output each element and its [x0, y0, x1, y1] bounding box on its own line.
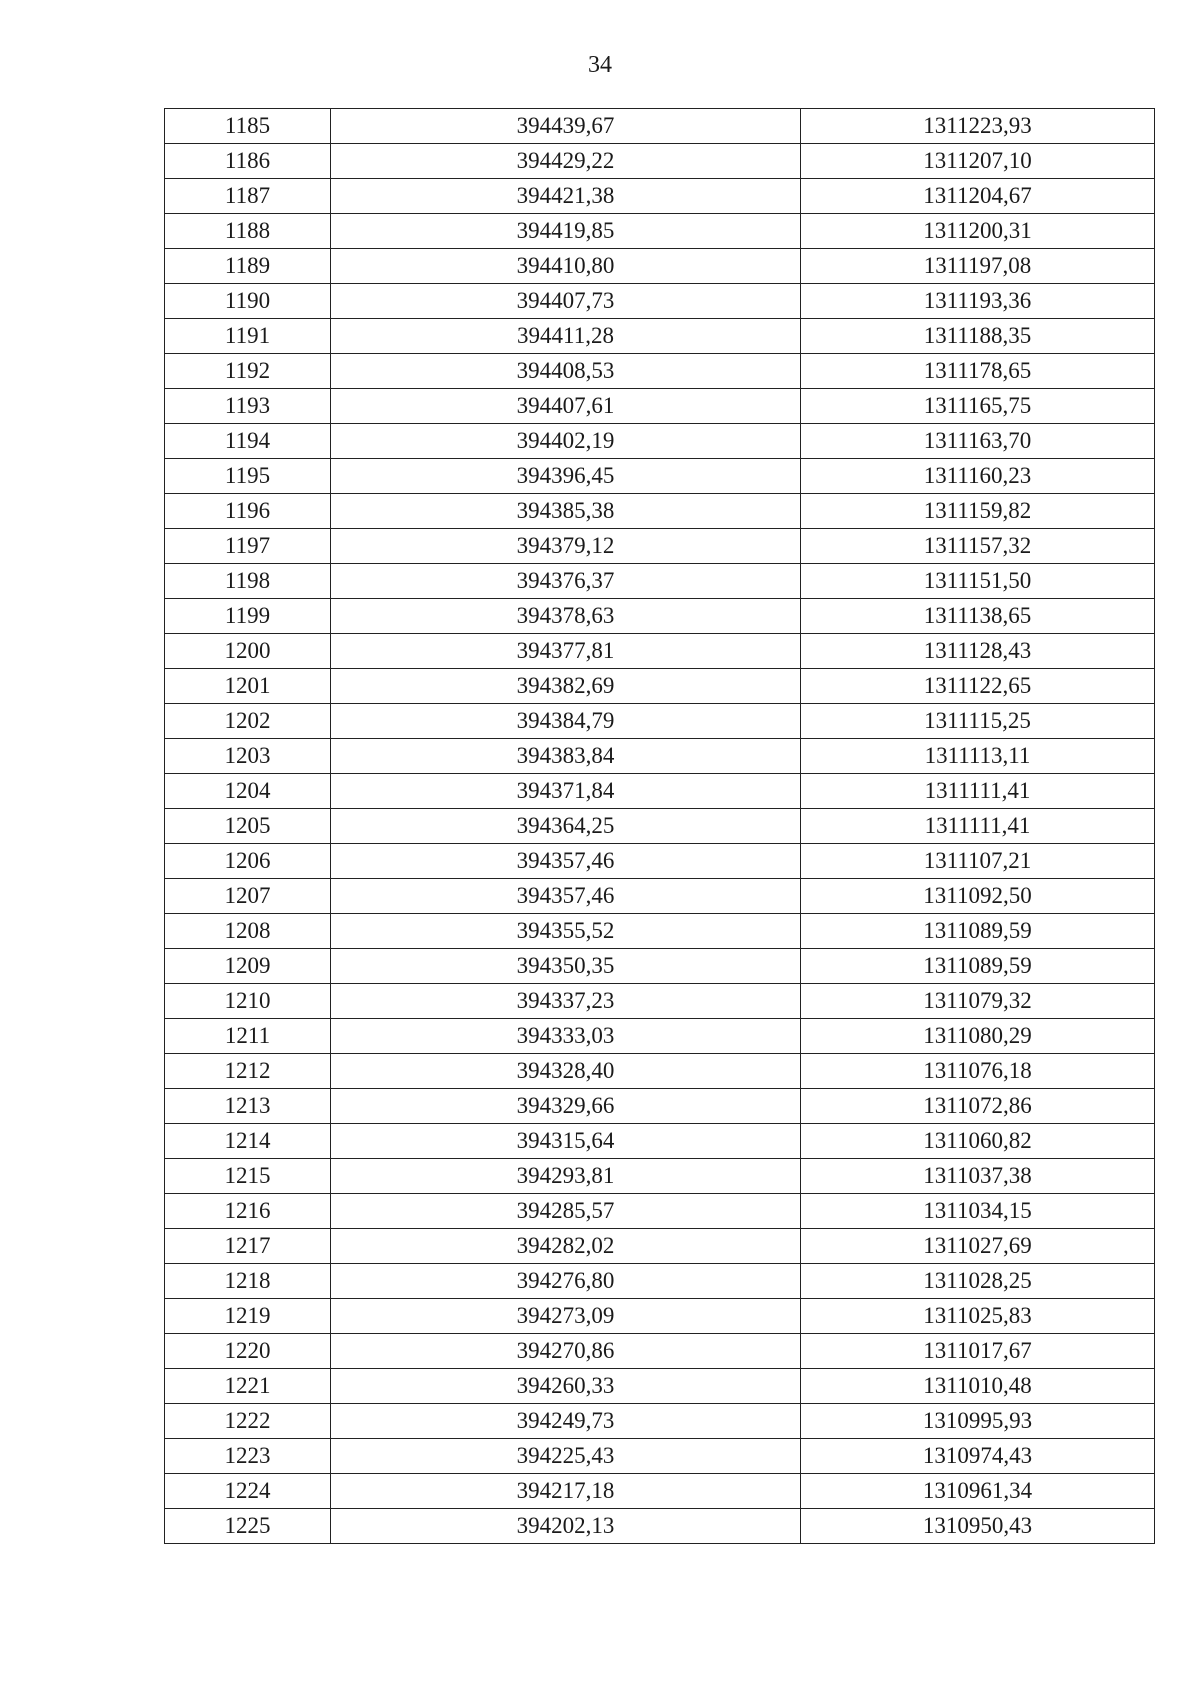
- table-row: [165, 179, 1155, 214]
- point-number-cell: 1222: [165, 1404, 331, 1439]
- point-number-cell: 1201: [165, 669, 331, 704]
- x-coordinate-cell: 394337,23: [331, 984, 801, 1019]
- table-row: [165, 1229, 1155, 1264]
- x-coordinate-cell: 394402,19: [331, 424, 801, 459]
- point-number-cell: 1194: [165, 424, 331, 459]
- y-coordinate-cell: 1311034,15: [801, 1194, 1155, 1229]
- point-number-cell: 1223: [165, 1439, 331, 1474]
- y-coordinate-cell: 1311159,82: [801, 494, 1155, 529]
- table-row: [165, 984, 1155, 1019]
- page-number: 34: [588, 52, 612, 78]
- table-row: [165, 424, 1155, 459]
- x-coordinate-cell: 394282,02: [331, 1229, 801, 1264]
- table-row: [165, 284, 1155, 319]
- table-row: [165, 1159, 1155, 1194]
- x-coordinate-cell: 394357,46: [331, 844, 801, 879]
- point-number-cell: 1207: [165, 879, 331, 914]
- x-coordinate-cell: 394202,13: [331, 1509, 801, 1544]
- point-number-cell: 1202: [165, 704, 331, 739]
- x-coordinate-cell: 394407,73: [331, 284, 801, 319]
- y-coordinate-cell: 1311188,35: [801, 319, 1155, 354]
- table-row: [165, 1334, 1155, 1369]
- y-coordinate-cell: 1310995,93: [801, 1404, 1155, 1439]
- table-row: [165, 144, 1155, 179]
- y-coordinate-cell: 1311138,65: [801, 599, 1155, 634]
- y-coordinate-cell: 1311107,21: [801, 844, 1155, 879]
- table-row: [165, 1264, 1155, 1299]
- point-number-cell: 1190: [165, 284, 331, 319]
- x-coordinate-cell: 394371,84: [331, 774, 801, 809]
- table-row: [165, 669, 1155, 704]
- y-coordinate-cell: 1311079,32: [801, 984, 1155, 1019]
- y-coordinate-cell: 1310974,43: [801, 1439, 1155, 1474]
- y-coordinate-cell: 1311028,25: [801, 1264, 1155, 1299]
- x-coordinate-cell: 394377,81: [331, 634, 801, 669]
- table-row: [165, 634, 1155, 669]
- x-coordinate-cell: 394396,45: [331, 459, 801, 494]
- x-coordinate-cell: 394410,80: [331, 249, 801, 284]
- table-row: [165, 1509, 1155, 1544]
- point-number-cell: 1210: [165, 984, 331, 1019]
- table-row: [165, 564, 1155, 599]
- x-coordinate-cell: 394421,38: [331, 179, 801, 214]
- point-number-cell: 1189: [165, 249, 331, 284]
- x-coordinate-cell: 394411,28: [331, 319, 801, 354]
- table-row: [165, 599, 1155, 634]
- table-row: [165, 914, 1155, 949]
- x-coordinate-cell: 394329,66: [331, 1089, 801, 1124]
- x-coordinate-cell: 394376,37: [331, 564, 801, 599]
- point-number-cell: 1211: [165, 1019, 331, 1054]
- coordinates-table-body: [165, 109, 1155, 1544]
- x-coordinate-cell: 394419,85: [331, 214, 801, 249]
- point-number-cell: 1217: [165, 1229, 331, 1264]
- y-coordinate-cell: 1311076,18: [801, 1054, 1155, 1089]
- x-coordinate-cell: 394357,46: [331, 879, 801, 914]
- table-row: [165, 1299, 1155, 1334]
- point-number-cell: 1215: [165, 1159, 331, 1194]
- x-coordinate-cell: 394355,52: [331, 914, 801, 949]
- y-coordinate-cell: 1311089,59: [801, 949, 1155, 984]
- x-coordinate-cell: 394328,40: [331, 1054, 801, 1089]
- x-coordinate-cell: 394285,57: [331, 1194, 801, 1229]
- table-row: [165, 1124, 1155, 1159]
- point-number-cell: 1213: [165, 1089, 331, 1124]
- y-coordinate-cell: 1311193,36: [801, 284, 1155, 319]
- y-coordinate-cell: 1311027,69: [801, 1229, 1155, 1264]
- x-coordinate-cell: 394408,53: [331, 354, 801, 389]
- table-row: [165, 319, 1155, 354]
- y-coordinate-cell: 1311080,29: [801, 1019, 1155, 1054]
- x-coordinate-cell: 394273,09: [331, 1299, 801, 1334]
- y-coordinate-cell: 1311223,93: [801, 109, 1155, 144]
- y-coordinate-cell: 1311204,67: [801, 179, 1155, 214]
- y-coordinate-cell: 1311115,25: [801, 704, 1155, 739]
- table-row: [165, 1089, 1155, 1124]
- x-coordinate-cell: 394315,64: [331, 1124, 801, 1159]
- y-coordinate-cell: 1311165,75: [801, 389, 1155, 424]
- table-row: [165, 879, 1155, 914]
- point-number-cell: 1218: [165, 1264, 331, 1299]
- point-number-cell: 1214: [165, 1124, 331, 1159]
- point-number-cell: 1199: [165, 599, 331, 634]
- point-number-cell: 1220: [165, 1334, 331, 1369]
- y-coordinate-cell: 1311207,10: [801, 144, 1155, 179]
- point-number-cell: 1221: [165, 1369, 331, 1404]
- y-coordinate-cell: 1311178,65: [801, 354, 1155, 389]
- y-coordinate-cell: 1311072,86: [801, 1089, 1155, 1124]
- point-number-cell: 1209: [165, 949, 331, 984]
- x-coordinate-cell: 394350,35: [331, 949, 801, 984]
- y-coordinate-cell: 1311017,67: [801, 1334, 1155, 1369]
- x-coordinate-cell: 394293,81: [331, 1159, 801, 1194]
- point-number-cell: 1185: [165, 109, 331, 144]
- point-number-cell: 1188: [165, 214, 331, 249]
- y-coordinate-cell: 1311163,70: [801, 424, 1155, 459]
- x-coordinate-cell: 394384,79: [331, 704, 801, 739]
- table-row: [165, 459, 1155, 494]
- table-row: [165, 389, 1155, 424]
- point-number-cell: 1192: [165, 354, 331, 389]
- table-row: [165, 1369, 1155, 1404]
- x-coordinate-cell: 394439,67: [331, 109, 801, 144]
- point-number-cell: 1225: [165, 1509, 331, 1544]
- y-coordinate-cell: 1311151,50: [801, 564, 1155, 599]
- y-coordinate-cell: 1311111,41: [801, 774, 1155, 809]
- table-row: [165, 1054, 1155, 1089]
- x-coordinate-cell: 394379,12: [331, 529, 801, 564]
- x-coordinate-cell: 394382,69: [331, 669, 801, 704]
- x-coordinate-cell: 394217,18: [331, 1474, 801, 1509]
- point-number-cell: 1195: [165, 459, 331, 494]
- table-row: [165, 949, 1155, 984]
- point-number-cell: 1206: [165, 844, 331, 879]
- y-coordinate-cell: 1311128,43: [801, 634, 1155, 669]
- table-row: [165, 1439, 1155, 1474]
- y-coordinate-cell: 1311197,08: [801, 249, 1155, 284]
- table-row: [165, 249, 1155, 284]
- point-number-cell: 1224: [165, 1474, 331, 1509]
- point-number-cell: 1193: [165, 389, 331, 424]
- point-number-cell: 1205: [165, 809, 331, 844]
- table-row: [165, 809, 1155, 844]
- point-number-cell: 1203: [165, 739, 331, 774]
- table-row: [165, 739, 1155, 774]
- y-coordinate-cell: 1310961,34: [801, 1474, 1155, 1509]
- table-row: [165, 1474, 1155, 1509]
- point-number-cell: 1197: [165, 529, 331, 564]
- y-coordinate-cell: 1311200,31: [801, 214, 1155, 249]
- point-number-cell: 1186: [165, 144, 331, 179]
- table-row: [165, 529, 1155, 564]
- table-row: [165, 109, 1155, 144]
- x-coordinate-cell: 394260,33: [331, 1369, 801, 1404]
- y-coordinate-cell: 1311122,65: [801, 669, 1155, 704]
- point-number-cell: 1208: [165, 914, 331, 949]
- y-coordinate-cell: 1311157,32: [801, 529, 1155, 564]
- point-number-cell: 1187: [165, 179, 331, 214]
- point-number-cell: 1216: [165, 1194, 331, 1229]
- y-coordinate-cell: 1311092,50: [801, 879, 1155, 914]
- coordinates-table: [164, 108, 1155, 1544]
- table-row: [165, 354, 1155, 389]
- y-coordinate-cell: 1311010,48: [801, 1369, 1155, 1404]
- y-coordinate-cell: 1311037,38: [801, 1159, 1155, 1194]
- y-coordinate-cell: 1311113,11: [801, 739, 1155, 774]
- y-coordinate-cell: 1311089,59: [801, 914, 1155, 949]
- x-coordinate-cell: 394249,73: [331, 1404, 801, 1439]
- point-number-cell: 1204: [165, 774, 331, 809]
- x-coordinate-cell: 394385,38: [331, 494, 801, 529]
- x-coordinate-cell: 394383,84: [331, 739, 801, 774]
- table-row: [165, 1194, 1155, 1229]
- table-row: [165, 214, 1155, 249]
- x-coordinate-cell: 394270,86: [331, 1334, 801, 1369]
- x-coordinate-cell: 394407,61: [331, 389, 801, 424]
- point-number-cell: 1200: [165, 634, 331, 669]
- point-number-cell: 1198: [165, 564, 331, 599]
- point-number-cell: 1219: [165, 1299, 331, 1334]
- table-row: [165, 844, 1155, 879]
- table-row: [165, 1019, 1155, 1054]
- x-coordinate-cell: 394276,80: [331, 1264, 801, 1299]
- point-number-cell: 1191: [165, 319, 331, 354]
- table-row: [165, 704, 1155, 739]
- x-coordinate-cell: 394225,43: [331, 1439, 801, 1474]
- table-row: [165, 494, 1155, 529]
- point-number-cell: 1212: [165, 1054, 331, 1089]
- x-coordinate-cell: 394364,25: [331, 809, 801, 844]
- x-coordinate-cell: 394429,22: [331, 144, 801, 179]
- y-coordinate-cell: 1311025,83: [801, 1299, 1155, 1334]
- point-number-cell: 1196: [165, 494, 331, 529]
- table-row: [165, 1404, 1155, 1439]
- y-coordinate-cell: 1310950,43: [801, 1509, 1155, 1544]
- y-coordinate-cell: 1311160,23: [801, 459, 1155, 494]
- y-coordinate-cell: 1311060,82: [801, 1124, 1155, 1159]
- x-coordinate-cell: 394333,03: [331, 1019, 801, 1054]
- y-coordinate-cell: 1311111,41: [801, 809, 1155, 844]
- table-row: [165, 774, 1155, 809]
- x-coordinate-cell: 394378,63: [331, 599, 801, 634]
